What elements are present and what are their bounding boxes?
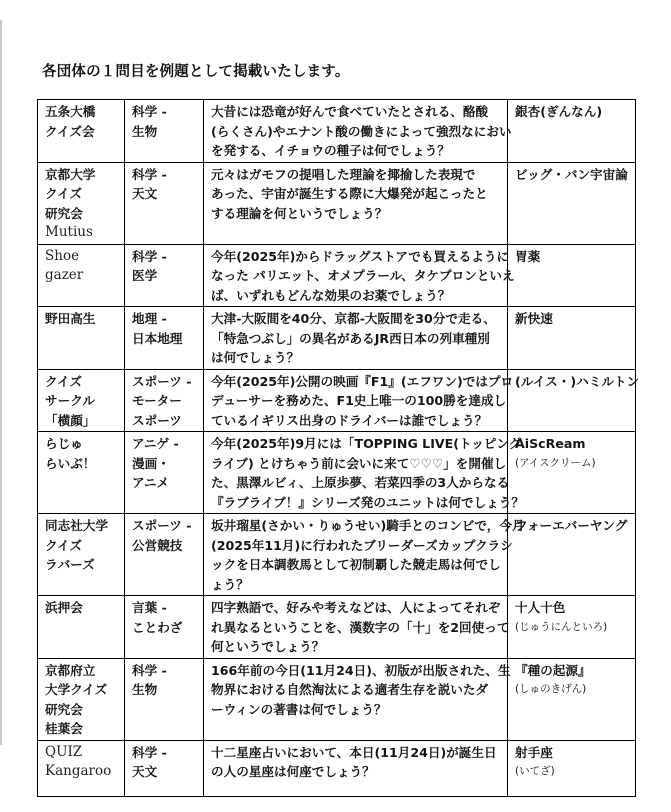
category-cell-line: スポーツ xyxy=(132,412,182,428)
group-name-cell-line: らじゅ xyxy=(45,436,83,451)
question-cell-line: は何でしょう？ xyxy=(211,350,300,365)
answer-text: 新快速 xyxy=(515,311,553,326)
category-cell xyxy=(125,658,204,740)
category-cell-line: 日本地理 xyxy=(132,330,183,346)
question-cell-line: 坂井瑠星(さかい・りゅうせい)騎手とのコンビで，今月 xyxy=(211,518,525,533)
question-cell xyxy=(204,740,508,796)
question-cell-line: 元々はガモフの提唱した理論を揶揄した表現で xyxy=(211,166,476,182)
category-cell xyxy=(125,100,204,163)
category-cell-line: 生物 xyxy=(132,123,158,139)
table-row xyxy=(38,432,636,514)
category-cell xyxy=(125,432,204,514)
question-cell-line: あった、宇宙が誕生する際に大爆発が起こったと xyxy=(211,186,488,201)
question-cell-line: ライブ) とけちゃう前に会いに来て♡♡♡」を開催し xyxy=(211,455,507,471)
group-name-cell-line: ラバーズ xyxy=(45,557,95,572)
group-name-cell-line: 同志社大学 xyxy=(45,518,108,533)
answer-cell xyxy=(508,596,636,659)
group-name-cell xyxy=(38,432,125,514)
category-cell-line: 医学 xyxy=(132,268,158,283)
question-cell-line: 今年(2025年)からドラッグストアでも買えるように xyxy=(211,248,510,264)
group-name-cell-line: Kangaroo xyxy=(45,763,112,779)
question-cell-line: れ異なるということを、漢数字の「十」を2回使って xyxy=(211,619,510,635)
question-cell-line: ックを日本調教馬として初制覇した競走馬は何でし xyxy=(211,557,501,572)
table-row xyxy=(38,162,636,244)
category-cell-line: 公営競技 xyxy=(132,537,183,553)
table-row xyxy=(38,596,636,659)
question-cell-line: 大昔には恐竜が好んで食べていたとされる、酪酸 xyxy=(211,104,489,119)
question-cell-line: (らくさん)やエナント酸の働きによって強烈なにおい xyxy=(211,123,512,139)
question-cell-line: 十二星座占いにおいて、本日(11月24日)が誕生日 xyxy=(211,744,497,760)
group-name-cell-line: Shoe xyxy=(45,247,80,264)
category-cell xyxy=(125,369,204,432)
page-title: 各団体の１問目を例題として掲載いたします。 xyxy=(42,64,350,80)
group-name-cell-line: サークル xyxy=(45,393,95,408)
answer-text: AiScReam xyxy=(515,436,586,451)
question-cell-line: を発する、イチョウの種子は何でしょう？ xyxy=(211,143,450,158)
answer-reading: (アイスクリーム) xyxy=(515,456,596,469)
group-name-cell-line: クイズ xyxy=(45,373,83,389)
table-row xyxy=(38,307,636,370)
category-cell xyxy=(125,162,204,244)
group-name-cell-line: QUIZ xyxy=(45,743,83,760)
group-name-cell-line: 大学クイズ xyxy=(45,682,108,697)
question-cell-line: 『ラブライブ！』シリーズ発のユニットは何でしょう？ xyxy=(211,494,524,510)
table-row xyxy=(38,100,636,163)
category-cell xyxy=(125,244,204,307)
answer-cell xyxy=(508,369,640,432)
answer-cell xyxy=(508,658,636,740)
answer-cell xyxy=(508,514,636,596)
group-name-cell xyxy=(38,514,125,596)
category-cell-line: スポーツ - xyxy=(132,373,192,389)
group-name-cell xyxy=(38,369,125,432)
category-cell-line: 科学 - xyxy=(132,744,167,760)
category-cell-line: 科学 - xyxy=(132,166,167,182)
table-row xyxy=(38,740,636,796)
category-cell-line: 地理 - xyxy=(132,311,167,326)
answer-text: (ルイス・)ハミルトン xyxy=(515,373,640,389)
answer-text: 胃薬 xyxy=(515,248,541,264)
page-edge-line xyxy=(0,20,2,745)
question-cell-line: 今年(2025年)公開の映画『F1』(エフワン)ではプロ xyxy=(211,373,514,389)
group-name-cell-line: Mutius xyxy=(45,224,93,240)
question-cell xyxy=(204,307,508,370)
answer-reading: (いてざ) xyxy=(515,765,555,777)
group-name-cell-line: らいぶ！ xyxy=(45,455,96,471)
category-cell xyxy=(125,596,204,659)
question-cell xyxy=(204,658,511,740)
category-cell-line: 漫画・ xyxy=(132,455,170,471)
group-name-cell-line: クイズ xyxy=(45,537,83,553)
question-cell-line: ているイギリス出身のドライバーは誰でしょう？ xyxy=(211,412,488,428)
category-cell-line: 生物 xyxy=(132,682,158,697)
question-cell-line: (2025年11月)に行われたブリーダーズカップクラシ xyxy=(211,537,513,553)
category-cell-line: 科学 - xyxy=(132,248,167,264)
answer-cell xyxy=(508,307,636,370)
category-cell-line: 天文 xyxy=(132,764,158,779)
table-row xyxy=(38,514,636,596)
answer-reading: (じゅうにんといろ) xyxy=(515,620,608,633)
question-cell-line: ば、いずれもどんな効果のお薬でしょう？ xyxy=(211,287,451,303)
answer-text: 銀杏(ぎんなん) xyxy=(515,104,603,119)
group-name-cell-line: 五条大橋 xyxy=(45,104,96,119)
category-cell-line: 言葉 - xyxy=(132,600,167,615)
question-cell xyxy=(204,162,508,244)
category-cell-line: スポーツ - xyxy=(132,518,192,533)
category-cell xyxy=(125,740,204,796)
table-row xyxy=(38,658,636,740)
group-name-cell-line: 野田高生 xyxy=(45,311,96,326)
group-name-cell-line: 京都府立 xyxy=(45,662,96,678)
question-cell-line: の人の星座は何座でしょう？ xyxy=(211,764,375,779)
question-cell xyxy=(204,596,508,659)
quiz-table xyxy=(37,99,640,797)
question-cell-line: ょう？ xyxy=(211,576,249,592)
group-name-cell-line: 研究会 xyxy=(45,701,83,717)
group-name-cell xyxy=(38,658,125,740)
question-cell-line: する理論を何というでしょう？ xyxy=(211,205,388,221)
category-cell xyxy=(125,514,204,596)
group-name-cell xyxy=(38,596,125,659)
answer-cell xyxy=(508,740,636,796)
answer-cell xyxy=(508,432,636,514)
answer-text: 射手座 xyxy=(515,744,553,760)
answer-text: 十人十色 xyxy=(515,600,566,615)
category-cell xyxy=(125,307,204,370)
group-name-cell-line: 研究会 xyxy=(45,205,83,221)
question-cell-line: なった パリエット、オメプラール、タケプロンといえ xyxy=(211,268,515,283)
question-cell-line: ーウィンの著書は何でしょう？ xyxy=(211,701,387,717)
answer-reading: (しゅのきげん) xyxy=(515,683,587,695)
group-name-cell xyxy=(38,162,125,244)
group-name-cell-line: gazer xyxy=(45,267,84,283)
question-cell-line: デューサーを務めた、F1史上唯一の100勝を達成し xyxy=(211,393,507,408)
group-name-cell xyxy=(38,100,125,163)
category-cell-line: アニゲ - xyxy=(132,436,179,451)
category-cell-line: モーター xyxy=(132,393,182,408)
question-cell-line: 「特急つぶし」の異名があるJR西日本の列車種別 xyxy=(211,330,490,346)
category-cell-line: 科学 - xyxy=(132,662,167,678)
answer-text: フォーエバーヤング xyxy=(515,518,628,533)
group-name-cell-line: 浜押会 xyxy=(45,600,83,615)
table-row xyxy=(38,369,636,432)
question-cell-line: 物界における自然淘汰による適者生存を説いたダ xyxy=(211,682,489,697)
question-cell-line: 166年前の今日(11月24日)、初版が出版された、生 xyxy=(211,662,511,678)
group-name-cell xyxy=(38,740,125,796)
answer-cell xyxy=(508,244,636,307)
category-cell-line: アニメ xyxy=(132,475,170,490)
group-name-cell-line: クイズ会 xyxy=(45,123,95,139)
question-cell-line: た、黒澤ルビィ、上原歩夢、若菜四季の3人からなる xyxy=(211,475,510,490)
table-row xyxy=(38,244,636,307)
answer-text: ビッグ・バン宇宙論 xyxy=(515,166,628,182)
question-cell-line: 何というでしょう？ xyxy=(211,639,325,654)
category-cell-line: ことわざ xyxy=(132,619,183,635)
category-cell-line: 科学 - xyxy=(132,104,167,119)
question-cell xyxy=(204,514,525,596)
group-name-cell-line: クイズ xyxy=(45,186,83,201)
answer-cell xyxy=(508,162,636,244)
group-name-cell-line: 桂葉会 xyxy=(45,721,83,736)
group-name-cell-line: 「横顔」 xyxy=(45,412,96,428)
answer-text: 『種の起源』 xyxy=(515,662,591,678)
question-cell-line: 大津-大阪間を40分、京都-大阪間を30分で走る、 xyxy=(211,311,496,326)
question-cell xyxy=(204,244,515,307)
group-name-cell-line: 京都大学 xyxy=(45,166,96,182)
group-name-cell xyxy=(38,244,125,307)
question-cell xyxy=(204,432,524,514)
question-cell-line: 今年(2025年)9月には「TOPPING LIVE(トッピング xyxy=(211,436,522,451)
answer-cell xyxy=(508,100,636,163)
question-cell xyxy=(204,369,514,432)
group-name-cell xyxy=(38,307,125,370)
question-cell-line: 四字熟語で、好みや考えなどは、人によってそれぞ xyxy=(211,600,501,615)
category-cell-line: 天文 xyxy=(132,186,158,201)
question-cell xyxy=(204,100,512,163)
